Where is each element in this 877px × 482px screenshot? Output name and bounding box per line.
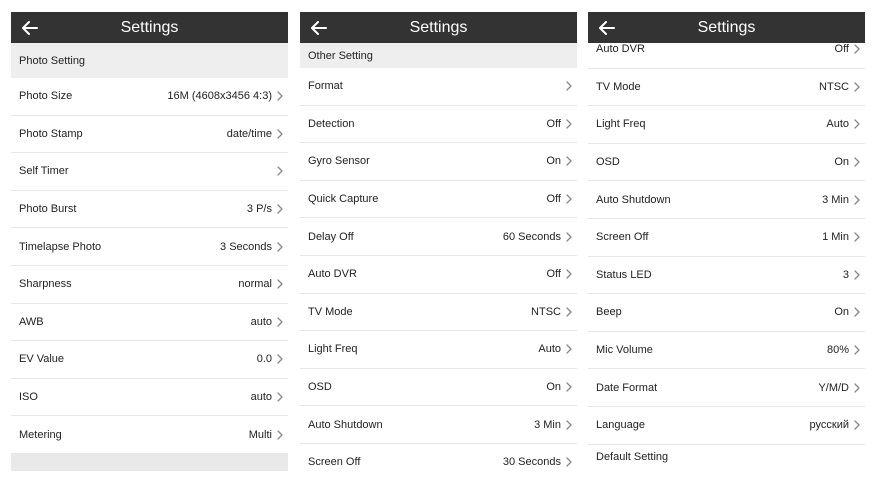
settings-row-delay-off[interactable]	[300, 218, 577, 256]
row-right	[220, 241, 284, 253]
row-right	[818, 382, 861, 394]
chevron-right-icon	[276, 279, 284, 289]
row-right	[272, 166, 284, 176]
row-right	[503, 456, 573, 468]
row-value: normal	[238, 278, 272, 291]
row-label: Beep	[596, 306, 622, 319]
row-label: Auto DVR	[596, 43, 645, 56]
chevron-right-icon	[853, 44, 861, 54]
row-right	[547, 193, 573, 205]
settings-row-light-freq[interactable]	[300, 331, 577, 369]
row-value: On	[546, 155, 561, 168]
section-header: Other Setting	[300, 43, 577, 68]
chevron-right-icon	[565, 194, 573, 204]
row-label: Sharpness	[19, 278, 72, 291]
row-value: On	[834, 306, 849, 319]
row-right	[531, 306, 573, 318]
settings-row-photo-stamp[interactable]	[11, 116, 288, 154]
chevron-right-icon	[565, 457, 573, 467]
row-value: русский	[809, 419, 849, 432]
row-label: Auto DVR	[308, 268, 357, 281]
chevron-right-icon	[853, 420, 861, 430]
row-value: date/time	[226, 127, 272, 140]
row-label: Timelapse Photo	[19, 240, 102, 253]
chevron-right-icon	[276, 430, 284, 440]
settings-row-screen-off[interactable]	[300, 444, 577, 471]
row-value: Off	[546, 193, 561, 206]
row-right	[561, 81, 573, 91]
row-label: Light Freq	[596, 118, 646, 131]
chevron-right-icon	[565, 307, 573, 317]
row-right	[503, 231, 573, 243]
settings-row-screen-off[interactable]	[588, 219, 865, 257]
settings-row-tv-mode[interactable]	[300, 294, 577, 332]
settings-row-mic-volume[interactable]	[588, 332, 865, 370]
chevron-right-icon	[853, 119, 861, 129]
row-label: Screen Off	[308, 456, 361, 469]
row-label: Language	[596, 419, 645, 432]
chevron-right-icon	[276, 166, 284, 176]
row-right	[834, 156, 861, 168]
row-value: Off	[834, 43, 849, 56]
settings-panel-other-scrolled	[588, 12, 865, 471]
row-right	[834, 306, 861, 318]
row-right	[822, 231, 861, 243]
row-label: AWB	[19, 315, 44, 328]
row-value: Y/M/D	[818, 381, 849, 394]
settings-row-osd[interactable]	[300, 369, 577, 407]
row-label: Self Timer	[19, 165, 69, 178]
settings-row-photo-size[interactable]	[11, 78, 288, 116]
chevron-right-icon	[565, 382, 573, 392]
row-right	[538, 343, 573, 355]
page-title: Settings	[409, 18, 468, 36]
row-label: Metering	[19, 428, 62, 441]
settings-row-awb[interactable]	[11, 304, 288, 342]
row-right	[835, 43, 861, 55]
settings-row-beep[interactable]	[588, 294, 865, 332]
row-label: Gyro Sensor	[308, 155, 370, 168]
row-right	[546, 381, 573, 393]
row-label: Date Format	[596, 381, 658, 394]
header-bar	[11, 12, 288, 43]
settings-row-tv-mode[interactable]	[588, 69, 865, 107]
row-right	[238, 278, 284, 290]
row-label: Photo Stamp	[19, 127, 83, 140]
row-label: Auto Shutdown	[596, 193, 671, 206]
row-right	[167, 90, 284, 102]
row-value: 3 Seconds	[220, 240, 272, 253]
row-label: TV Mode	[308, 305, 353, 318]
chevron-right-icon	[565, 81, 573, 91]
chevron-right-icon	[276, 242, 284, 252]
chevron-right-icon	[853, 82, 861, 92]
settings-panel-other	[300, 12, 577, 471]
settings-row-quick-capture[interactable]	[300, 181, 577, 219]
row-label: OSD	[596, 156, 620, 169]
row-right	[810, 419, 861, 431]
chevron-right-icon	[276, 91, 284, 101]
row-right	[249, 429, 284, 441]
chevron-right-icon	[565, 344, 573, 354]
settings-row-auto-shutdown[interactable]	[588, 181, 865, 219]
list-footer	[11, 454, 288, 471]
row-value: NTSC	[531, 305, 561, 318]
row-label: TV Mode	[596, 80, 641, 93]
row-value: 0.0	[256, 353, 272, 366]
row-value: On	[834, 156, 849, 169]
row-label: Photo Size	[19, 90, 73, 103]
settings-row-format[interactable]	[300, 68, 577, 106]
row-value: auto	[250, 315, 272, 328]
chevron-right-icon	[276, 317, 284, 327]
settings-row-auto-shutdown[interactable]	[300, 406, 577, 444]
row-label: Detection	[308, 117, 355, 130]
row-value: 16M (4608x3456 4:3)	[167, 90, 272, 103]
row-value: 30 Seconds	[502, 456, 561, 469]
row-value: Multi	[248, 428, 272, 441]
row-right	[843, 269, 861, 281]
settings-row-auto-dvr[interactable]	[300, 256, 577, 294]
chevron-right-icon	[565, 232, 573, 242]
row-label: OSD	[308, 381, 332, 394]
row-label: Light Freq	[308, 343, 358, 356]
row-value: 3 Min	[822, 193, 849, 206]
row-value: Off	[546, 117, 561, 130]
page-title: Settings	[120, 18, 179, 36]
row-label: Mic Volume	[596, 344, 653, 357]
row-label: Delay Off	[308, 230, 354, 243]
row-value: 60 Seconds	[502, 230, 561, 243]
row-label: Photo Burst	[19, 203, 77, 216]
row-value: NTSC	[819, 80, 849, 93]
row-right	[247, 203, 284, 215]
settings-row-metering[interactable]	[11, 416, 288, 454]
settings-row-partial[interactable]: Default Setting	[596, 450, 669, 463]
back-arrow-icon[interactable]	[21, 19, 39, 37]
row-label: Format	[308, 80, 343, 93]
chevron-right-icon	[565, 269, 573, 279]
chevron-right-icon	[565, 420, 573, 430]
row-label: Quick Capture	[308, 193, 379, 206]
row-right	[227, 128, 284, 140]
section-header: Photo Setting	[11, 43, 288, 78]
row-right	[251, 316, 284, 328]
settings-row-photo-burst[interactable]	[11, 191, 288, 229]
chevron-right-icon	[565, 119, 573, 129]
row-right	[822, 194, 861, 206]
row-label: Screen Off	[596, 231, 649, 244]
chevron-right-icon	[853, 345, 861, 355]
settings-panel-photo	[11, 12, 288, 471]
row-right	[827, 344, 861, 356]
settings-row-light-freq[interactable]	[588, 106, 865, 144]
row-right	[826, 118, 861, 130]
row-label: EV Value	[19, 353, 65, 366]
chevron-right-icon	[276, 129, 284, 139]
row-value: 1 Min	[822, 231, 849, 244]
settings-row-sharpness[interactable]	[11, 266, 288, 304]
chevron-right-icon	[565, 156, 573, 166]
settings-row-osd[interactable]	[588, 144, 865, 182]
chevron-right-icon	[276, 204, 284, 214]
row-value: Off	[546, 268, 561, 281]
row-value: Auto	[538, 343, 561, 356]
settings-row-self-timer[interactable]	[11, 153, 288, 191]
row-right	[547, 118, 573, 130]
chevron-right-icon	[853, 232, 861, 242]
header-bar	[300, 12, 577, 43]
chevron-right-icon	[276, 354, 284, 364]
settings-row-language[interactable]	[588, 407, 865, 445]
back-arrow-icon[interactable]	[310, 19, 328, 37]
settings-row-gyro-sensor[interactable]	[300, 143, 577, 181]
row-value: 3 Min	[534, 418, 561, 431]
row-value: Auto	[826, 118, 849, 131]
settings-row-date-format[interactable]	[588, 369, 865, 407]
chevron-right-icon	[853, 157, 861, 167]
row-value: 80%	[826, 344, 849, 357]
row-label: Status LED	[596, 268, 652, 281]
row-value: On	[546, 381, 561, 394]
settings-row-auto-dvr[interactable]	[588, 31, 865, 69]
page-title: Settings	[697, 18, 756, 36]
chevron-right-icon	[853, 195, 861, 205]
row-value: 3	[842, 268, 849, 281]
chevron-right-icon	[853, 270, 861, 280]
row-value: auto	[250, 391, 272, 404]
settings-row-detection[interactable]	[300, 106, 577, 144]
row-right	[257, 353, 284, 365]
row-right	[547, 268, 573, 280]
settings-row-iso[interactable]	[11, 379, 288, 417]
row-right	[546, 155, 573, 167]
row-right	[819, 81, 861, 93]
row-right	[251, 391, 284, 403]
chevron-right-icon	[853, 383, 861, 393]
chevron-right-icon	[276, 392, 284, 402]
row-label: ISO	[19, 391, 38, 404]
settings-row-status-led[interactable]	[588, 257, 865, 295]
row-right	[534, 419, 573, 431]
row-value: 3 P/s	[246, 203, 272, 216]
row-label: Auto Shutdown	[308, 418, 383, 431]
settings-row-timelapse-photo[interactable]	[11, 228, 288, 266]
chevron-right-icon	[853, 307, 861, 317]
settings-row-ev-value[interactable]	[11, 341, 288, 379]
